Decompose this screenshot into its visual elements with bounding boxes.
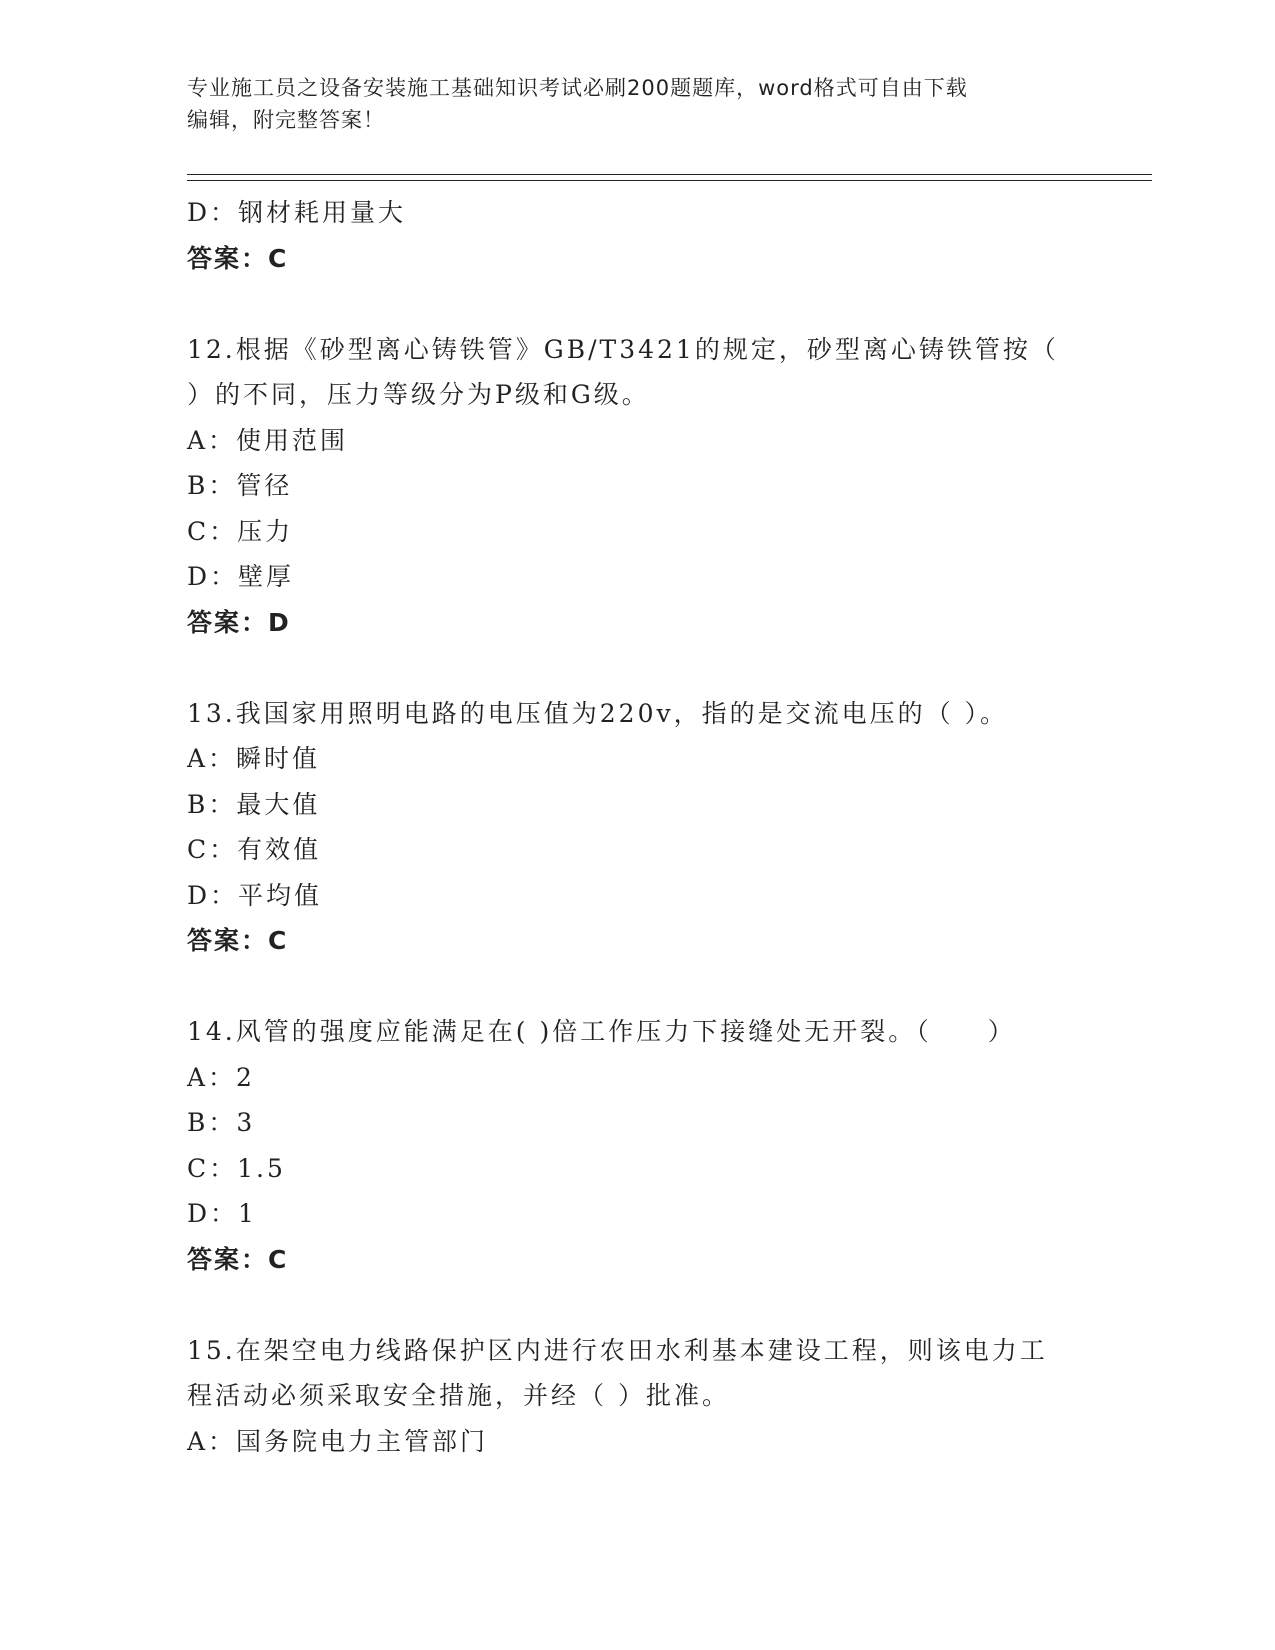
question-15 — [187, 1328, 1087, 1465]
question-stem-line-2: ）的不同，压力等级分为P级和G级。 — [187, 380, 650, 409]
spacer — [187, 645, 1087, 691]
document-body — [187, 190, 1087, 1464]
header-divider-bottom — [187, 180, 1152, 181]
answer-line: 答案：D — [187, 607, 291, 637]
option-c: C：压力 — [187, 516, 294, 546]
answer-line: 答案：C — [187, 926, 289, 955]
option-a: A：使用范围 — [187, 425, 349, 455]
option-d: D：钢材耗用量大 — [187, 198, 407, 227]
question-stem-line-1: 12.根据《砂型离心铸铁管》GB/T3421的规定，砂型离心铸铁管按（ — [187, 334, 1059, 364]
spacer — [187, 281, 1087, 327]
option-b: B：最大值 — [187, 789, 321, 819]
spacer — [187, 964, 1087, 1010]
question-stem-line-1: 15.在架空电力线路保护区内进行农田水利基本建设工程，则该电力工 — [187, 1335, 1048, 1365]
header-divider-top — [187, 174, 1152, 175]
option-a: A：瞬时值 — [187, 744, 321, 773]
option-d: D：平均值 — [187, 880, 323, 910]
answer-line: 答案：C — [187, 1244, 289, 1274]
question-stem-line-1: 14.风管的强度应能满足在( )倍工作压力下接缝处无开裂。（ ） — [187, 1017, 1016, 1046]
spacer — [187, 1282, 1087, 1328]
question-14 — [187, 1009, 1087, 1282]
header-title-line-1: 专业施工员之设备安装施工基础知识考试必刷200题题库，word格式可自由下载 — [187, 76, 968, 100]
question-stem-line-2: 程活动必须采取安全措施，并经（ ）批准。 — [187, 1381, 730, 1410]
option-b: B：3 — [187, 1108, 256, 1137]
option-d: D：壁厚 — [187, 562, 295, 591]
question-13 — [187, 691, 1087, 964]
document-header — [187, 72, 1087, 136]
option-a: A：2 — [187, 1062, 255, 1092]
option-c: C：1.5 — [187, 1153, 286, 1183]
option-d: D：1 — [187, 1199, 257, 1228]
option-a: A：国务院电力主管部门 — [187, 1426, 489, 1456]
answer-line: 答案：C — [187, 243, 289, 273]
option-c: C：有效值 — [187, 835, 322, 864]
question-11-tail — [187, 190, 1087, 281]
question-12 — [187, 327, 1087, 646]
header-title-line-2: 编辑，附完整答案！ — [187, 108, 385, 132]
question-stem-line-1: 13.我国家用照明电路的电压值为220v，指的是交流电压的（ ）。 — [187, 698, 1009, 728]
option-b: B：管径 — [187, 471, 293, 500]
